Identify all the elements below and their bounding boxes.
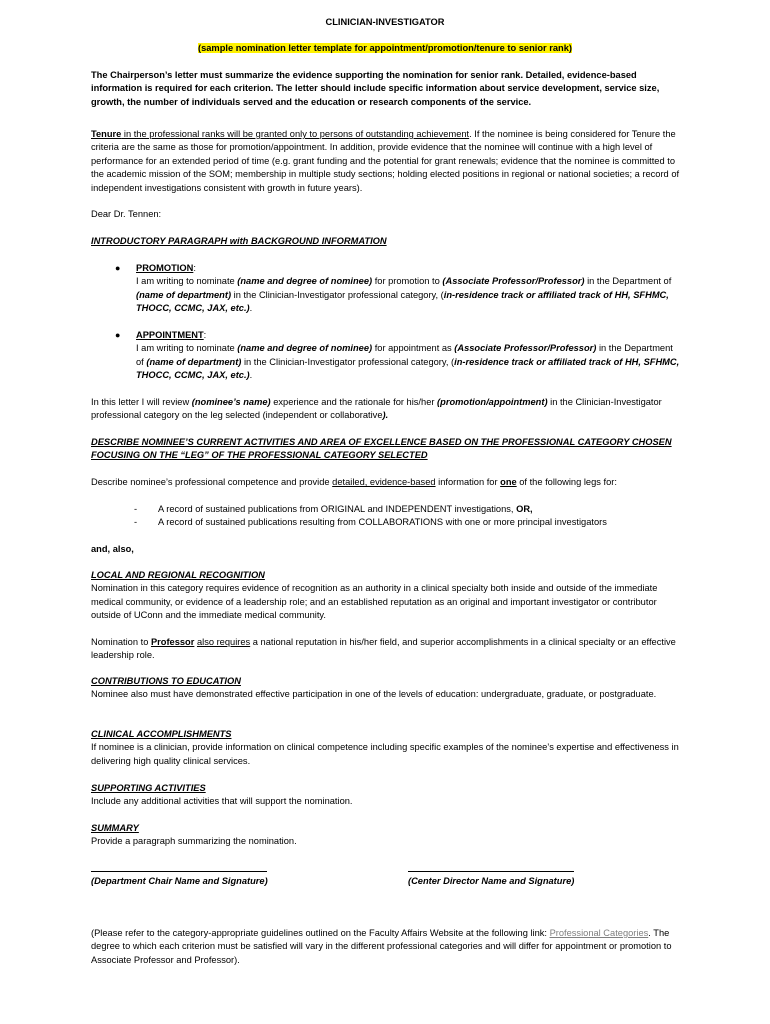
footer-note: (Please refer to the category-appropriate guidelines outlined on the Faculty Affairs Website at the following link: Professional Categories. The degree to which each criterion must be satisfied will vary in the different professional categories and will differ for appointment or promotion to Associate Professor and Professor). — [91, 928, 672, 965]
describe-paragraph: Describe nominee’s professional competence and provide detailed, evidence-based information for one of the following legs for: — [91, 477, 617, 487]
subtitle-highlight: (sample nomination letter template for appointment/promotion/tenure to senior rank) — [198, 43, 572, 53]
intro-instructions: The Chairperson’s letter must summarize the evidence supporting the nomination for senior rank. Detailed, evidence-based information is required for each criterion. The letter should include specific information about service development, service size, growth, the number of individuals served and the education or research components of the service. — [91, 70, 660, 107]
professor-paragraph: Nomination to Professor also requires a national reputation in his/her field, and superior accomplishments in a clinical specialty or an effective leadership role. — [91, 637, 676, 661]
bullet-icon: ● — [115, 263, 121, 273]
chair-signature-label: (Department Chair Name and Signature) — [91, 876, 268, 886]
local-text: Nomination in this category requires evidence of recognition as an authority in a clinical specialty both inside and outside of the immediate medical community, or evidence of a leadership role; and an established reputation as an original and important investigator or contributor outside of UConn and the immediate medical community. — [91, 583, 658, 621]
intro-heading: INTRODUCTORY PARAGRAPH with BACKGROUND INFORMATION — [91, 236, 387, 246]
leg-item: A record of sustained publications resulting from COLLABORATIONS with one or more principal investigators — [158, 517, 607, 527]
promotion-bullet: PROMOTION: I am writing to nominate (name and degree of nominee) for promotion to (Associate Professor/Professor) in the Department of (name of department) in the Clinician-Investigator professional category, (in-residence track or affiliated track of HH, SFHMC, THOCC, CCMC, JAX, etc.). — [136, 263, 672, 314]
tenure-lead: Tenure — [91, 129, 122, 139]
document-title: CLINICIAN-INVESTIGATOR — [325, 17, 445, 27]
local-heading: LOCAL AND REGIONAL RECOGNITION — [91, 570, 265, 580]
clinical-text: If nominee is a clinician, provide information on clinical competence including specific examples of the nominee’s expertise and effectiveness in delivering high quality clinical services. — [91, 742, 679, 766]
supporting-heading: SUPPORTING ACTIVITIES — [91, 783, 206, 793]
and-also: and, also, — [91, 544, 134, 554]
clinical-heading: CLINICAL ACCOMPLISHMENTS — [91, 729, 232, 739]
director-signature-label: (Center Director Name and Signature) — [408, 876, 575, 886]
summary-heading: SUMMARY — [91, 823, 139, 833]
professional-categories-link[interactable]: Professional Categories — [549, 928, 649, 938]
summary-section — [91, 822, 681, 849]
appointment-bullet: APPOINTMENT: I am writing to nominate (name and degree of nominee) for appointment as (Associate Professor/Professor) in the Department of (name of department) in the Clinician-Investigator professional category, (in-residence track or affiliated track of HH, SFHMC, THOCC, CCMC, JAX, etc.). — [136, 330, 680, 381]
document-subtitle — [0, 42, 770, 55]
clinical-section — [91, 728, 681, 768]
education-heading: CONTRIBUTIONS TO EDUCATION — [91, 676, 241, 686]
chair-signature-line — [91, 871, 267, 872]
review-paragraph: In this letter I will review (nominee’s name) experience and the rationale for his/her (promotion/appointment) in the Clinician-Investigator professional category on the leg selected (independent or collaborative). — [91, 397, 662, 421]
education-section — [91, 675, 681, 702]
appointment-label: APPOINTMENT — [136, 330, 204, 340]
director-signature-line — [408, 871, 574, 872]
leg-dash: - — [134, 504, 138, 514]
tenure-paragraph — [91, 128, 681, 195]
education-text: Nominee also must have demonstrated effective participation in one of the levels of education: undergraduate, graduate, or postgraduate. — [91, 689, 657, 700]
bullet-icon: ● — [115, 330, 121, 340]
local-section — [91, 569, 681, 623]
promotion-label: PROMOTION — [136, 263, 194, 273]
leg-dash: - — [134, 517, 138, 527]
tenure-rest: . If the nominee is being considered for Tenure the criteria are the same as those for promotion/appointment. In addition, provide evidence that the nominee will continue with a high level of performance for an extended period of time (e.g. grant funding and the potential for grant renewals; evidence that the nominee is committed to the academic mission of the SOM; membership in multiple study sections; holding elected positions in regional or national societies; a record of independent investigations consistent with growth in future years). — [91, 129, 680, 193]
summary-text: Provide a paragraph summarizing the nomination. — [91, 836, 297, 847]
supporting-section — [91, 782, 681, 809]
supporting-text: Include any additional activities that will support the nomination. — [91, 796, 353, 807]
leg-item: A record of sustained publications from ORIGINAL and INDEPENDENT investigations, OR, — [158, 504, 533, 514]
describe-heading: DESCRIBE NOMINEE’S CURRENT ACTIVITIES AND AREA OF EXCELLENCE BASED ON THE PROFESSIONAL CATEGORY CHOSEN FOCUSING ON THE “LEG” OF THE PROFESSIONAL CATEGORY SELECTED — [91, 437, 672, 461]
salutation: Dear Dr. Tennen: — [91, 209, 162, 219]
tenure-underlined: in the professional ranks will be granted only to persons of outstanding achievement — [121, 129, 470, 139]
